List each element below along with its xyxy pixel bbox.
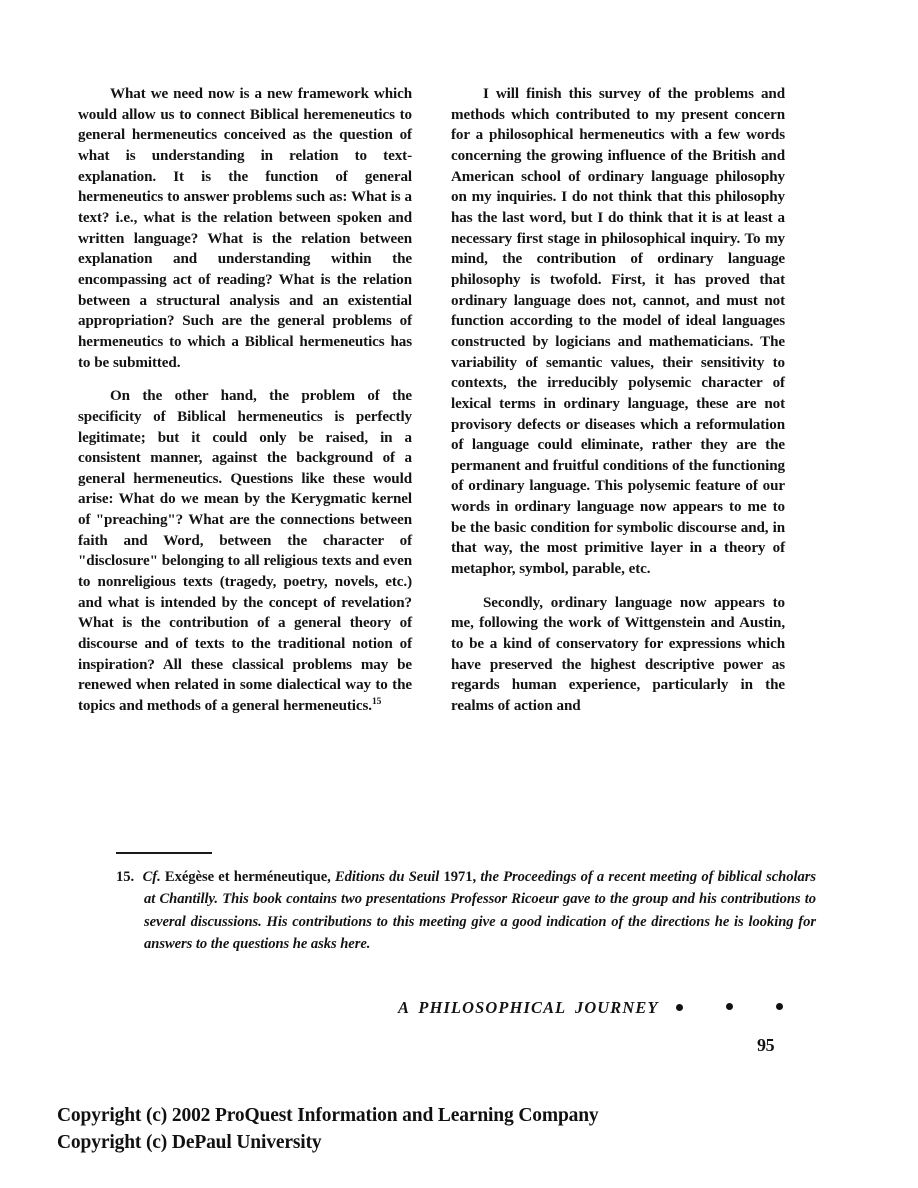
left-column bbox=[78, 84, 412, 717]
paragraph: Secondly, ordinary language now appears to me, following the work of Wittgenstein and Austin, to be a kind of conservatory for expressions which have preserved the highest descriptive power as regards human experience, particularly in the realms of action and bbox=[451, 594, 785, 715]
copyright-line-2: Copyright (c) DePaul University bbox=[57, 1131, 322, 1153]
bullet-dot-icon bbox=[676, 1004, 683, 1011]
bullet-dot-icon bbox=[726, 1003, 733, 1010]
footnote-segment-description: the Proceedings of a recent meeting of biblical scholars at Chantilly. This book contains two presentations Professor Ricoeur gave to the group and his contributions to several discussions. His contributions to this meeting give a good indication of the directions he is looking for answers to the questions he asks here. bbox=[144, 869, 816, 953]
right-column bbox=[451, 84, 785, 717]
bullet-dot-icon bbox=[776, 1003, 783, 1010]
paragraph: What we need now is a new framework which would allow us to connect Biblical heremeneutics to general hermeneutics conceived as the question of what is understanding in relation to text-explanation. It is the function of general hermeneutics to answer problems such as: What is a text? i.e., what is the relation between spoken and written language? What is the relation between explanation and understanding within the encompassing act of reading? What is the relation between a structural analysis and an existential appropriation? Such are the general problems of hermeneutics to which a Biblical hermeneutics has to be submitted. bbox=[78, 86, 412, 371]
page-number: 95 bbox=[757, 1035, 775, 1055]
footnote-reference-marker[interactable]: 15 bbox=[371, 697, 382, 707]
footnote-segment-publisher: Editions du Seuil bbox=[335, 869, 440, 885]
copyright-notice bbox=[57, 1103, 757, 1156]
footnote-block bbox=[116, 866, 816, 956]
footnote-number: 15. bbox=[116, 869, 135, 885]
paragraph: I will finish this survey of the problems and methods which contributed to my present concern for a philosophical hermeneutics with a few words concerning the growing influence of the British and American school of ordinary language philosophy on my inquiries. I do not think that this philosophy has the last word, but I do think that it is at least a necessary first stage in philosophical inquiry. To my mind, the contribution of ordinary language philosophy is twofold. First, it has proved that ordinary language does not, cannot, and must not function according to the model of ideal languages constructed by logicians and mathematicians. The variability of semantic values, their sensitivity to contexts, the irreducibly polysemic character of lexical terms in ordinary language, these are not provisory defects or diseases which a reformulation of language could eliminate, rather they are the permanent and fruitful conditions of the functioning of ordinary language. This polysemic feature of our words in ordinary language now appears to me to be the basic condition for symbolic discourse and, in that way, the most primitive layer in a theory of metaphor, symbol, parable, etc. bbox=[451, 86, 785, 578]
footer-bullet-ornaments bbox=[672, 1003, 786, 1013]
running-title: A PHILOSOPHICAL JOURNEY bbox=[398, 998, 659, 1017]
footnote-segment-title: Exégèse et herméneutique, bbox=[160, 869, 335, 885]
footnote-segment-year: 1971, bbox=[439, 869, 481, 885]
paragraph bbox=[78, 386, 412, 717]
copyright-line-1: Copyright (c) 2002 ProQuest Information and Learning Company bbox=[57, 1105, 599, 1126]
footnote-separator-rule bbox=[116, 852, 212, 854]
footnote-segment-cf: Cf. bbox=[142, 869, 161, 885]
paragraph-text: On the other hand, the problem of the specificity of Biblical hermeneutics is perfectly legitimate; but it could only be raised, in a consistent manner, against the background of a general hermeneutics. Questions like these would arise: What do we mean by the Kerygmatic kernel of "preaching"? What are the connections between faith and Word, between the character of "disclosure" belonging to all religious texts and even to nonreligious texts (tragedy, poetry, novels, etc.) and what is intended by the concept of revelation? What is the contribution of a general theory of discourse and of texts to the traditional notion of inspiration? All these classical problems may be renewed when related in some dialectical way to the topics and methods of a general hermeneutics. bbox=[78, 388, 412, 715]
body-columns bbox=[78, 84, 785, 717]
